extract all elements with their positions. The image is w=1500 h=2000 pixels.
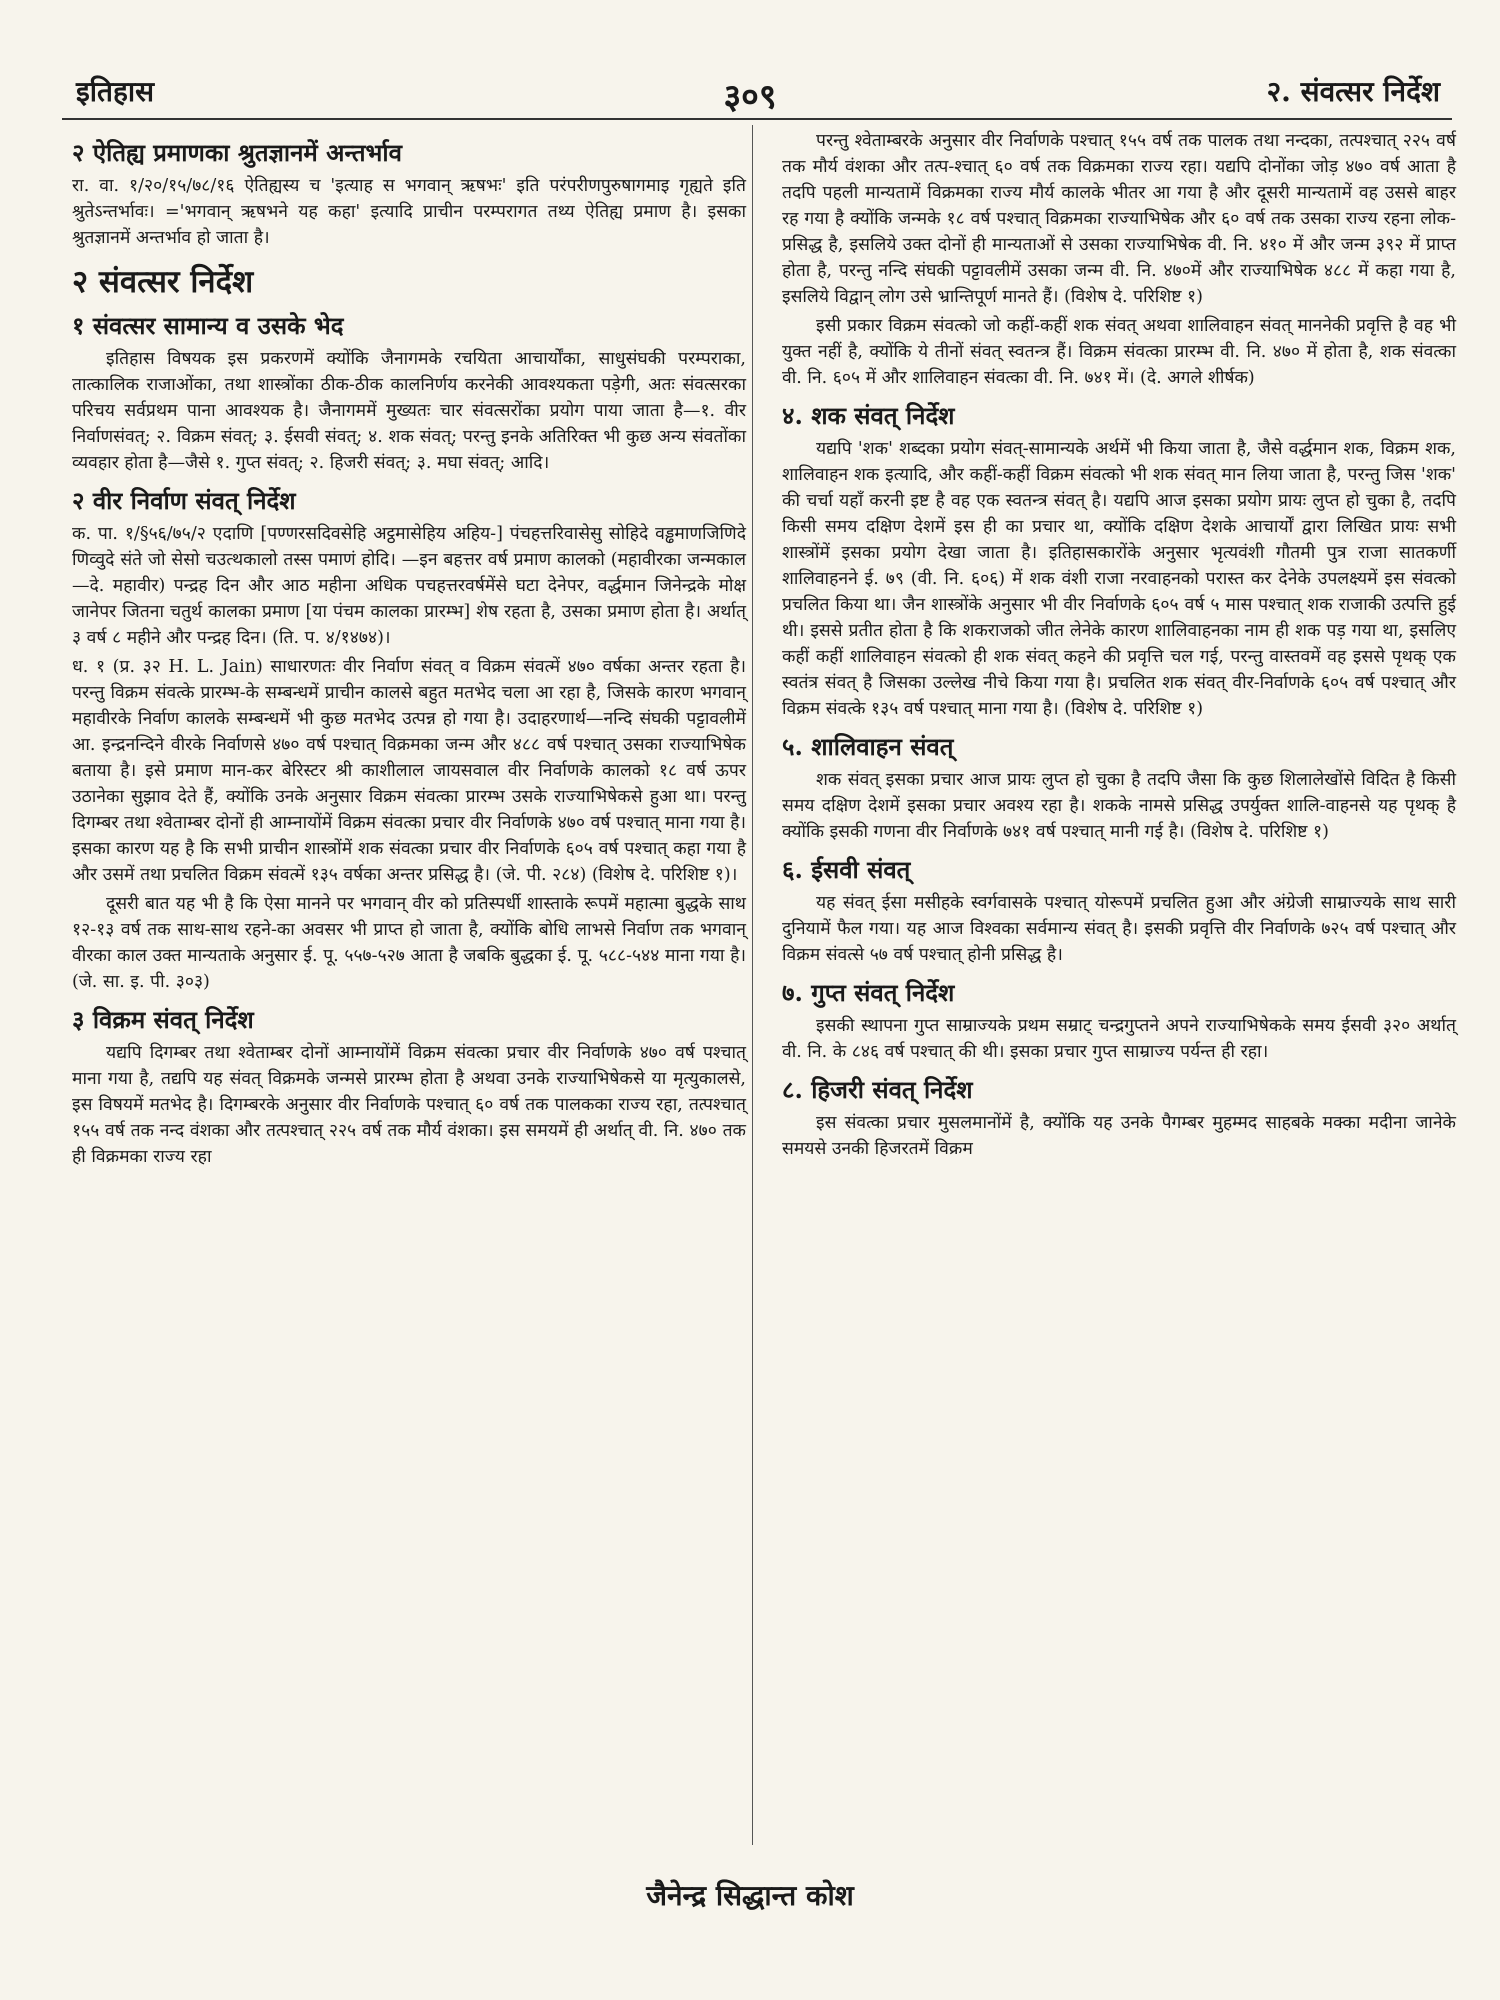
section-heading-vikram: ३ विक्रम संवत् निर्देश	[72, 1005, 254, 1034]
paragraph: इसी प्रकार विक्रम संवत्को जो कहीं-कहीं शक संवत् अथवा शालिवाहन संवत् माननेकी प्रवृत्ति है वह भी युक्त नहीं है, क्योंकि ये तीनों संवत् स्वतन्त्र हैं। विक्रम संवत्का प्रारम्भ वी. नि. ४७० में होता है, शक संवत्का वी. नि. ६०५ में और शालिवाहन संवत्का वी. नि. ७४१ में। (दे. अगले शीर्षक)	[782, 316, 1456, 388]
chapter-heading: २ संवत्सर निर्देश	[72, 264, 254, 300]
paragraph: परन्तु श्वेताम्बरके अनुसार वीर निर्वाणके पश्चात् १५५ वर्ष तक पालक तथा नन्दका, तत्पश्चात् २२५ वर्ष तक मौर्य वंशका और तत्प-श्चात् ६० वर्ष तक विक्रमका राज्य रहा। यद्यपि दोनोंका जोड़ ४७० वर्ष आता है तदपि पहली मान्यतामें विक्रमका राज्य मौर्य कालके भीतर आ गया है और दूसरी मान्यतामें वह उससे बाहर रह गया है क्योंकि जन्मके १८ वर्ष पश्चात् विक्रमका राज्याभिषेक और ६० वर्ष तक उसका राज्य रहना लोक-प्रसिद्ध है, इसलिये उक्त दोनों ही मान्यताओं से उसका राज्याभिषेक वी. नि. ४१० में और जन्म ३९२ में प्राप्त होता है, परन्तु नन्दि संघकी पट्टावलीमें उसका जन्म वी. नि. ४७०में और राज्याभिषेक ४८८ में कहा गया है, इसलिये विद्वान् लोग उसे भ्रान्तिपूर्ण मानते हैं। (विशेष दे. परिशिष्ट १)	[782, 131, 1456, 307]
paragraph: रा. वा. १/२०/१५/७८/१६ ऐतिह्यस्य च 'इत्याह स भगवान् ऋषभः' इति परंपरीणपुरुषागमाइ गृह्यते इति श्रुतेऽन्तर्भावः। ='भगवान् ऋषभने यह कहा' इत्यादि प्राचीन परम्परागत तथ्य ऐतिह्य प्रमाण है। इसका श्रुतज्ञानमें अन्तर्भाव हो जाता है।	[72, 176, 746, 248]
running-header-right: २. संवत्सर निर्देश	[1266, 75, 1440, 108]
left-column	[72, 128, 746, 1173]
section-heading-shak: ४. शक संवत् निर्देश	[782, 401, 955, 430]
paragraph: क. पा. १/§५६/७५/२ एदाणि [पण्णरसदिवसेहि अट्ठमासेहिय अहिय-] पंचहत्तरिवासेसु सोहिदे वड्ढमाणजिणिदे णिव्वुदे संते जो सेसो चउत्थकालो तस्स पमाणं होदि। —इन बहत्तर वर्ष प्रमाण कालको (महावीरका जन्मकाल—दे. महावीर) पन्द्रह दिन और आठ महीना अधिक पचहत्तरवर्षमेंसे घटा देनेपर, वर्द्धमान जिनेन्द्रके मोक्ष जानेपर जितना चतुर्थ कालका प्रमाण [या पंचम कालका प्रारम्भ] शेष रहता है, उसका प्रमाण होता है। अर्थात् ३ वर्ष ८ महीने और पन्द्रह दिन। (ति. प. ४/१४७४)।	[72, 524, 746, 648]
paragraph: ध. १ (प्र. ३२ H. L. Jain) साधारणतः वीर निर्वाण संवत् व विक्रम संवत्में ४७० वर्षका अन्तर रहता है। परन्तु विक्रम संवत्के प्रारम्भ-के सम्बन्धमें प्राचीन कालसे बहुत मतभेद चला आ रहा है, जिसके कारण भगवान् महावीरके निर्वाण कालके सम्बन्धमें भी कुछ मतभेद उत्पन्न हो गया है। उदाहरणार्थ—नन्दि संघकी पट्टावलीमें आ. इन्द्रनन्दिने वीरके निर्वाणसे ४७० वर्ष पश्चात् विक्रमका जन्म और ४८८ वर्ष पश्चात् उसका राज्याभिषेक बताया है। इसे प्रमाण मान-कर बेरिस्टर श्री काशीलाल जायसवाल वीर निर्वाणके कालको १८ वर्ष ऊपर उठानेका सुझाव देते हैं, क्योंकि उनके अनुसार विक्रम संवत्का प्रारम्भ उसके राज्याभिषेकसे हुआ था। परन्तु दिगम्बर तथा श्वेताम्बर दोनों ही आम्नायोंमें विक्रम संवत्का प्रचार वीर निर्वाणके ४७० वर्ष पश्चात् माना गया है। इसका कारण यह है कि सभी प्राचीन शास्त्रोंमें शक संवत्का प्रचार वीर निर्वाणके ६०५ वर्ष पश्चात् कहा गया है और उसमें तथा प्रचलित विक्रम संवत्में १३५ वर्षका अन्तर प्रसिद्ध है। (जे. पी. २८४) (विशेष दे. परिशिष्ट १)।	[72, 657, 746, 885]
paragraph: यह संवत् ईसा मसीहके स्वर्गवासके पश्चात् योरूपमें प्रचलित हुआ और अंग्रेजी साम्राज्यके साथ सारी दुनियामें फैल गया। यह आज विश्वका सर्वमान्य संवत् है। इसकी प्रवृत्ति वीर निर्वाणके ७२५ वर्ष पश्चात् और विक्रम संवत्से ५७ वर्ष पश्चात् होनी प्रसिद्ध है।	[782, 893, 1456, 965]
paragraph: दूसरी बात यह भी है कि ऐसा मानने पर भगवान् वीर को प्रतिस्पर्धी शास्ताके रूपमें महात्मा बुद्धके साथ १२-१३ वर्ष तक साथ-साथ रहने-का अवसर भी प्राप्त हो जाता है, क्योंकि बोधि लाभसे निर्वाण तक भगवान् वीरका काल उक्त मान्यताके अनुसार ई. पू. ५५७-५२७ आता है जबकि बुद्धका ई. पू. ५८८-५४४ माना गया है। (जे. सा. इ. पी. ३०३)	[72, 894, 746, 992]
page-number: ३०९	[723, 77, 777, 117]
section-heading-shalivahan: ५. शालिवाहन संवत्	[782, 732, 954, 761]
section-heading-isvi: ६. ईसवी संवत्	[782, 855, 911, 884]
paragraph: यद्यपि दिगम्बर तथा श्वेताम्बर दोनों आम्नायोंमें विक्रम संवत्का प्रचार वीर निर्वाणके ४७० वर्ष पश्चात् माना गया है, तद्यपि यह संवत् विक्रमके जन्मसे प्रारम्भ होता है अथवा उनके राज्याभिषेकसे या मृत्युकालसे, इस विषयमें मतभेद है। दिगम्बरके अनुसार वीर निर्वाणके पश्चात् ६० वर्ष तक पालकका राज्य रहा, तत्पश्चात् १५५ वर्ष तक नन्द वंशका और तत्पश्चात् २२५ वर्ष तक मौर्य वंशका। इस समयमें ही अर्थात् वी. नि. ४७० तक ही विक्रमका राज्य रहा	[72, 1043, 746, 1167]
paragraph: इस संवत्का प्रचार मुसलमानोंमें है, क्योंकि यह उनके पैगम्बर मुहम्मद साहबके मक्का मदीना जानेके समयसे उनकी हिजरतमें विक्रम	[782, 1113, 1456, 1159]
section-heading-veer-nirvan: २ वीर निर्वाण संवत् निर्देश	[72, 486, 296, 515]
book-title-footer: जैनेन्द्र सिद्धान्त कोश	[646, 1879, 854, 1912]
paragraph: यद्यपि 'शक' शब्दका प्रयोग संवत्-सामान्यके अर्थमें भी किया जाता है, जैसे वर्द्धमान शक, विक्रम शक, शालिवाहन शक इत्यादि, और कहीं-कहीं विक्रम संवत्को भी शक संवत् मान लिया जाता है, परन्तु जिस 'शक' की चर्चा यहाँ करनी इष्ट है वह एक स्वतन्त्र संवत् है। यद्यपि आज इसका प्रयोग प्रायः लुप्त हो चुका है, तदपि किसी समय दक्षिण देशमें इस ही का प्रचार था, क्योंकि दक्षिण देशके आचार्यों द्वारा लिखित प्रायः सभी शास्त्रोंमें इसका प्रयोग देखा जाता है। इतिहासकारोंके अनुसार भृत्यवंशी गौतमी पुत्र राजा सातकर्णी शालिवाहनने ई. ७९ (वी. नि. ६०६) में शक वंशी राजा नरवाहनको परास्त कर देनेके उपलक्ष्यमें इस संवत्को प्रचलित किया था। जैन शास्त्रोंके अनुसार भी वीर निर्वाणके ६०५ वर्ष ५ मास पश्चात् शक राजाकी उत्पत्ति हुई थी। इससे प्रतीत होता है कि शकराजको जीत लेनेके कारण शालिवाहनका नाम ही शक पड़ गया था, इसलिए कहीं कहीं शालिवाहन संवत्को ही शक संवत् कहने की प्रवृत्ति चल गई, परन्तु वास्तवमें वह इससे पृथक् एक स्वतंत्र संवत् है जिसका उल्लेख नीचे किया गया है। प्रचलित शक संवत् वीर-निर्वाणके ६०५ वर्ष पश्चात् और विक्रम संवत्के १३५ वर्ष पश्चात् माना गया है। (विशेष दे. परिशिष्ट १)	[782, 439, 1456, 719]
header-rule	[62, 118, 1452, 120]
running-header-left: इतिहास	[76, 75, 155, 108]
section-heading-hijri: ८. हिजरी संवत् निर्देश	[782, 1075, 973, 1104]
section-heading-gupt: ७. गुप्त संवत् निर्देश	[782, 978, 955, 1007]
paragraph: इसकी स्थापना गुप्त साम्राज्यके प्रथम सम्राट् चन्द्रगुप्तने अपने राज्याभिषेकके समय ईसवी ३२० अर्थात् वी. नि. के ८४६ वर्ष पश्चात् की थी। इसका प्रचार गुप्त साम्राज्य पर्यन्त ही रहा।	[782, 1016, 1456, 1062]
section-heading-samvatsar-samanya: १ संवत्सर सामान्य व उसके भेद	[72, 311, 344, 340]
section-heading-aitihya: २ ऐतिह्य प्रमाणका श्रुतज्ञानमें अन्तर्भाव	[72, 138, 402, 167]
paragraph: इतिहास विषयक इस प्रकरणमें क्योंकि जैनागमके रचयिता आचार्योंका, साधुसंघकी परम्पराका, तात्कालिक राजाओंका, तथा शास्त्रोंका ठीक-ठीक कालनिर्णय करनेकी आवश्यकता पड़ेगी, अतः संवत्सरका परिचय सर्वप्रथम पाना आवश्यक है। जैनागममें मुख्यतः चार संवत्सरोंका प्रयोग पाया जाता है—१. वीर निर्वाणसंवत्; २. विक्रम संवत्; ३. ईसवी संवत्; ४. शक संवत्; परन्तु इनके अतिरिक्त भी कुछ अन्य संवतोंका व्यवहार होता है—जैसे १. गुप्त संवत्; २. हिजरी संवत्; ३. मघा संवत्; आदि।	[72, 349, 746, 473]
paragraph: शक संवत् इसका प्रचार आज प्रायः लुप्त हो चुका है तदपि जैसा कि कुछ शिलालेखोंसे विदित है किसी समय दक्षिण देशमें इसका प्रचार अवश्य रहा है। शकके नामसे प्रसिद्ध उपर्युक्त शालि-वाहनसे यह पृथक् है क्योंकि इसकी गणना वीर निर्वाणके ७४१ वर्ष पश्चात् मानी गई है। (विशेष दे. परिशिष्ट १)	[782, 770, 1456, 842]
column-divider	[752, 125, 753, 1845]
right-column	[782, 128, 1456, 1165]
